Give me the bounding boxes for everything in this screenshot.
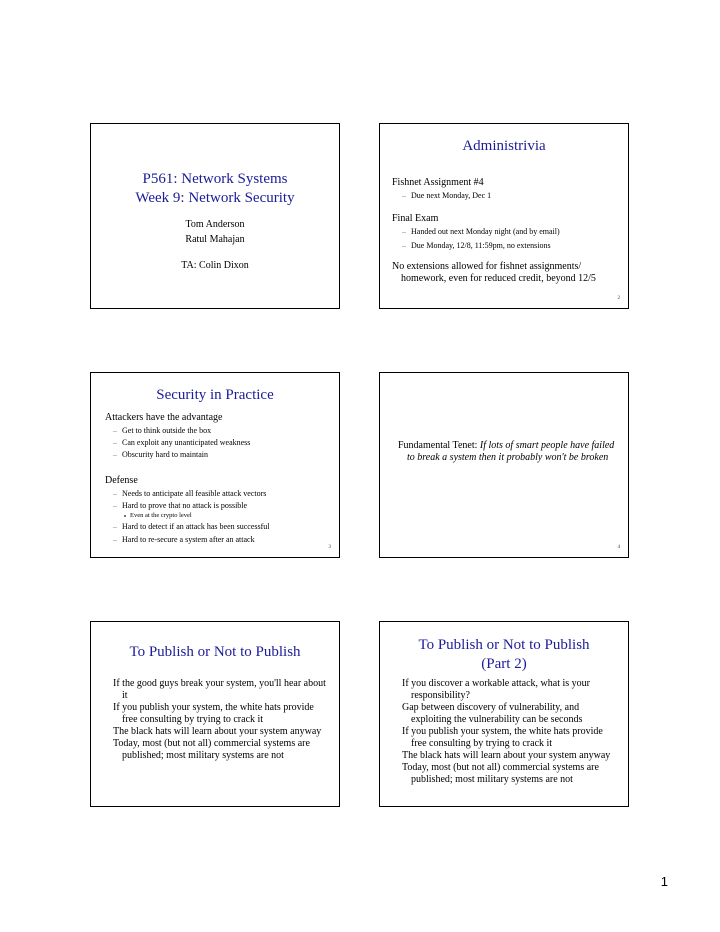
slide-6-item: Today, most (but not all) commercial systems are published; most military systems are not — [402, 762, 599, 785]
slide-2-item-2: Final Exam — [392, 213, 439, 224]
slide-5-item: If the good guys break your system, you'll hear about it — [113, 678, 326, 701]
slide-5-item: Today, most (but not all) commercial systems are published; most military systems are not — [113, 738, 310, 761]
slide-3-heading-2: Defense — [105, 475, 138, 486]
slide-3-h2-subitem: Even at the crypto level — [123, 512, 331, 520]
slide-2-item-1-sub: – Due next Monday, Dec 1 — [402, 191, 618, 201]
slide-1 — [90, 123, 340, 309]
slide-3-title: Security in Practice — [156, 387, 274, 403]
slide-1-authors: Tom Anderson Ratul Mahajan TA: Colin Dixon — [181, 219, 249, 271]
slide-3-heading-1: Attackers have the advantage — [105, 412, 223, 423]
slide-3-h1-item: – Can exploit any unanticipated weakness — [113, 438, 331, 448]
slide-2-body — [392, 177, 618, 285]
slide-3-h2-item: – Needs to anticipate all feasible attack vectors — [113, 489, 331, 499]
slide-3-body — [105, 412, 331, 545]
slide-5-item: If you publish your system, the white hats provide free consulting by trying to crack it — [113, 702, 314, 725]
slide-3 — [90, 372, 340, 558]
slide-3-h2-item: – Hard to detect if an attack has been successful — [113, 522, 331, 532]
slide-5-item: The black hats will learn about your system anyway — [113, 726, 322, 737]
slide-5 — [90, 621, 340, 807]
slide-6-item: If you publish your system, the white hats provide free consulting by trying to crack it — [402, 726, 603, 749]
slide-3-h1-item: – Obscurity hard to maintain — [113, 450, 331, 460]
slide-4-number: 4 — [617, 545, 620, 550]
slide-3-h1-item: – Get to think outside the box — [113, 426, 331, 436]
slide-1-title: P561: Network Systems Week 9: Network Security — [135, 171, 295, 206]
slide-2-item-3: No extensions allowed for fishnet assignments/ homework, even for reduced credit, beyond 12/5 — [392, 261, 596, 284]
slide-4 — [379, 372, 629, 558]
slide-2-item-2-sub-1: – Handed out next Monday night (and by email) — [402, 227, 618, 237]
slide-6-title: To Publish or Not to Publish (Part 2) — [418, 637, 590, 672]
slide-3-h2-item: – Hard to re-secure a system after an attack — [113, 535, 331, 545]
slide-6-body — [402, 678, 620, 786]
slide-6-item: Gap between discovery of vulnerability, and exploiting the vulnerability can be seconds — [402, 702, 583, 725]
slide-6-item: The black hats will learn about your system anyway — [402, 750, 611, 761]
slide-5-body — [113, 678, 331, 762]
slide-4-tenet: Fundamental Tenet: If lots of smart people have failed to break a system then it probably won't be broken — [398, 440, 615, 463]
slide-2 — [379, 123, 629, 309]
slide-3-number: 3 — [328, 545, 331, 550]
page-number: 1 — [660, 874, 668, 889]
slide-2-title: Administrivia — [462, 138, 546, 154]
slide-5-title: To Publish or Not to Publish — [129, 644, 301, 660]
slide-6-item: If you discover a workable attack, what is your responsibility? — [402, 678, 590, 701]
slide-3-h2-item: – Hard to prove that no attack is possible — [113, 501, 331, 511]
slide-2-number: 2 — [617, 296, 620, 301]
slide-2-item-2-sub-2: – Due Monday, 12/8, 11:59pm, no extensions — [402, 241, 618, 251]
slide-6 — [379, 621, 629, 807]
slide-2-item-1: Fishnet Assignment #4 — [392, 177, 484, 188]
